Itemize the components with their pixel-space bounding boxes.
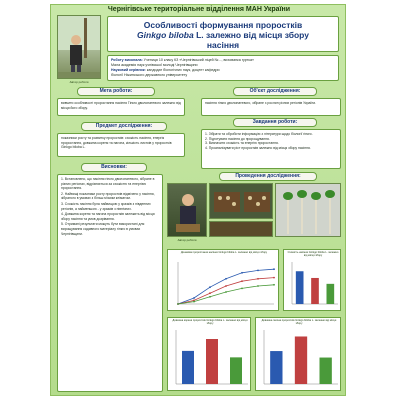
data-point xyxy=(209,286,211,288)
conclusion-item: 2. Найвищі показники росту проростків відмічено у насіння, зібраного в умовах з більш м'яким кліматом. xyxy=(61,191,155,201)
supervisor-label: Науковий керівник: xyxy=(111,68,146,72)
chart-1-title: Динаміка проростання насіння Ginkgo biloba L. залежно від місця збору xyxy=(180,251,268,254)
title-line2-rest: L. залежно від місця збору xyxy=(193,30,309,40)
supervisor-text2: біології Ніжинського державного університету xyxy=(111,73,188,77)
chart-2 xyxy=(283,249,341,311)
authors-box xyxy=(107,55,339,81)
bar xyxy=(295,336,307,384)
title-line3: насіння xyxy=(206,40,240,50)
goal-text: вивчити особливості проростання насіння Гінкго дволопатевого залежно від місця його збору. xyxy=(61,101,181,110)
research-photo-caption: Автор роботи xyxy=(177,238,197,242)
data-point xyxy=(241,288,243,290)
author-photo-caption: Автор роботи xyxy=(69,80,89,84)
data-point xyxy=(257,270,259,272)
data-point xyxy=(193,301,195,303)
conclusions-box xyxy=(57,174,163,392)
object-box xyxy=(201,98,341,116)
conclusions-header: Висновки: xyxy=(81,163,147,172)
subject-text: показники росту та розвитку проростків: схожість насіння, енергія проростання, довжина кореня та пагона, кількість листків у проростків Ginkgo biloba L. xyxy=(61,136,172,150)
chart-1 xyxy=(167,249,279,311)
data-point xyxy=(225,285,227,287)
chart-3-title: Довжина кореня проростків Ginkgo biloba L. залежно від місця збору xyxy=(172,319,248,325)
task-item: 4. Проаналізувати ріст проростків залежно від місця збору насіння. xyxy=(205,145,311,150)
chart-3 xyxy=(167,317,251,391)
data-point xyxy=(225,278,227,280)
data-point xyxy=(193,297,195,299)
data-point xyxy=(225,291,227,293)
research-photo-person xyxy=(167,183,207,237)
chart-2-title: Схожість насіння Ginkgo biloba L. залежно від місця збору xyxy=(287,251,339,257)
bar xyxy=(311,278,319,304)
object-text: насіння гінкго дволопатевого, зібране з рослин різних регіонів України. xyxy=(205,101,317,105)
bar xyxy=(296,271,304,304)
bar xyxy=(327,284,335,304)
author-photo xyxy=(57,15,101,79)
data-point xyxy=(273,284,275,286)
chart-1-svg xyxy=(168,250,280,312)
research-photo-trays xyxy=(209,183,273,219)
data-point xyxy=(241,280,243,282)
chart-4 xyxy=(255,317,341,391)
task-item: 1. Зібрати та обробити інформацію з літератури щодо біології гінкго. xyxy=(205,132,313,136)
poster xyxy=(50,4,346,396)
research-photo-seedlings xyxy=(275,183,341,237)
bar xyxy=(230,357,242,384)
data-point xyxy=(241,272,243,274)
series-line xyxy=(178,278,274,304)
goal-box xyxy=(57,98,185,116)
org-name: Чернігівське територіальне відділення МАН України xyxy=(107,6,291,13)
data-point xyxy=(273,277,275,279)
chart-4-title: Довжина пагона проростків Ginkgo biloba L. залежно від місця збору xyxy=(261,319,337,325)
chart-3-svg xyxy=(168,318,252,392)
title-line1: Особливості формування проростків xyxy=(143,20,303,30)
chart-4-svg xyxy=(256,318,342,392)
subject-header: Предмет дослідження: xyxy=(81,122,167,131)
author-text: Учениця 10 класу КЗ «Чернігівський ліцей №..., вихованка гуртка» xyxy=(142,58,254,62)
data-point xyxy=(209,292,211,294)
bar xyxy=(182,351,194,384)
data-point xyxy=(209,296,211,298)
author-text2: Мала академія наук учнівської молоді Чернігівщини xyxy=(111,63,198,67)
conclusion-item: 4. Довжина кореня та пагона проростків залежить від місця збору насіння та умов дозрівання. xyxy=(61,212,155,221)
bar xyxy=(270,351,282,384)
supervisor-text: кандидат біологічних наук, доцент кафедри xyxy=(145,68,220,72)
bar xyxy=(320,358,332,384)
data-point xyxy=(177,303,179,305)
conclusion-item: 5. Отримані результати можуть бути використані для вирощування садивного матеріалу гінкго в умовах Чернігівщини. xyxy=(61,222,145,236)
tasks-box xyxy=(201,129,341,169)
subject-box xyxy=(57,133,185,157)
task-item: 2. Підготувати насіння до пророщування. xyxy=(205,136,270,141)
goal-header: Мета роботи: xyxy=(77,87,155,96)
chart-2-svg xyxy=(284,250,342,312)
bar xyxy=(206,339,218,384)
title-species: Ginkgo biloba xyxy=(137,30,194,40)
data-point xyxy=(257,285,259,287)
data-point xyxy=(273,268,275,270)
tasks-header: Завдання роботи: xyxy=(233,118,317,127)
title-box xyxy=(107,16,339,52)
research-photo-soil xyxy=(209,221,273,237)
conclusion-item: 3. Схожість насіння була найвищою у зразків з південних регіонів, а найменшою - у зразків з північних. xyxy=(61,201,151,211)
conclusion-item: 1. Встановлено, що насіння гінкго дволопатевого, зібране в різних регіонах, відрізняється за схожістю та енергією проростання. xyxy=(61,177,155,191)
data-point xyxy=(257,278,259,280)
object-header: Об'єкт дослідження: xyxy=(233,87,317,96)
title-line2 xyxy=(108,30,338,40)
task-item: 3. Визначити схожість та енергію проростання. xyxy=(205,141,279,146)
research-header: Проведення дослідження: xyxy=(219,172,317,181)
author-label: Роботу виконала: xyxy=(111,58,143,62)
